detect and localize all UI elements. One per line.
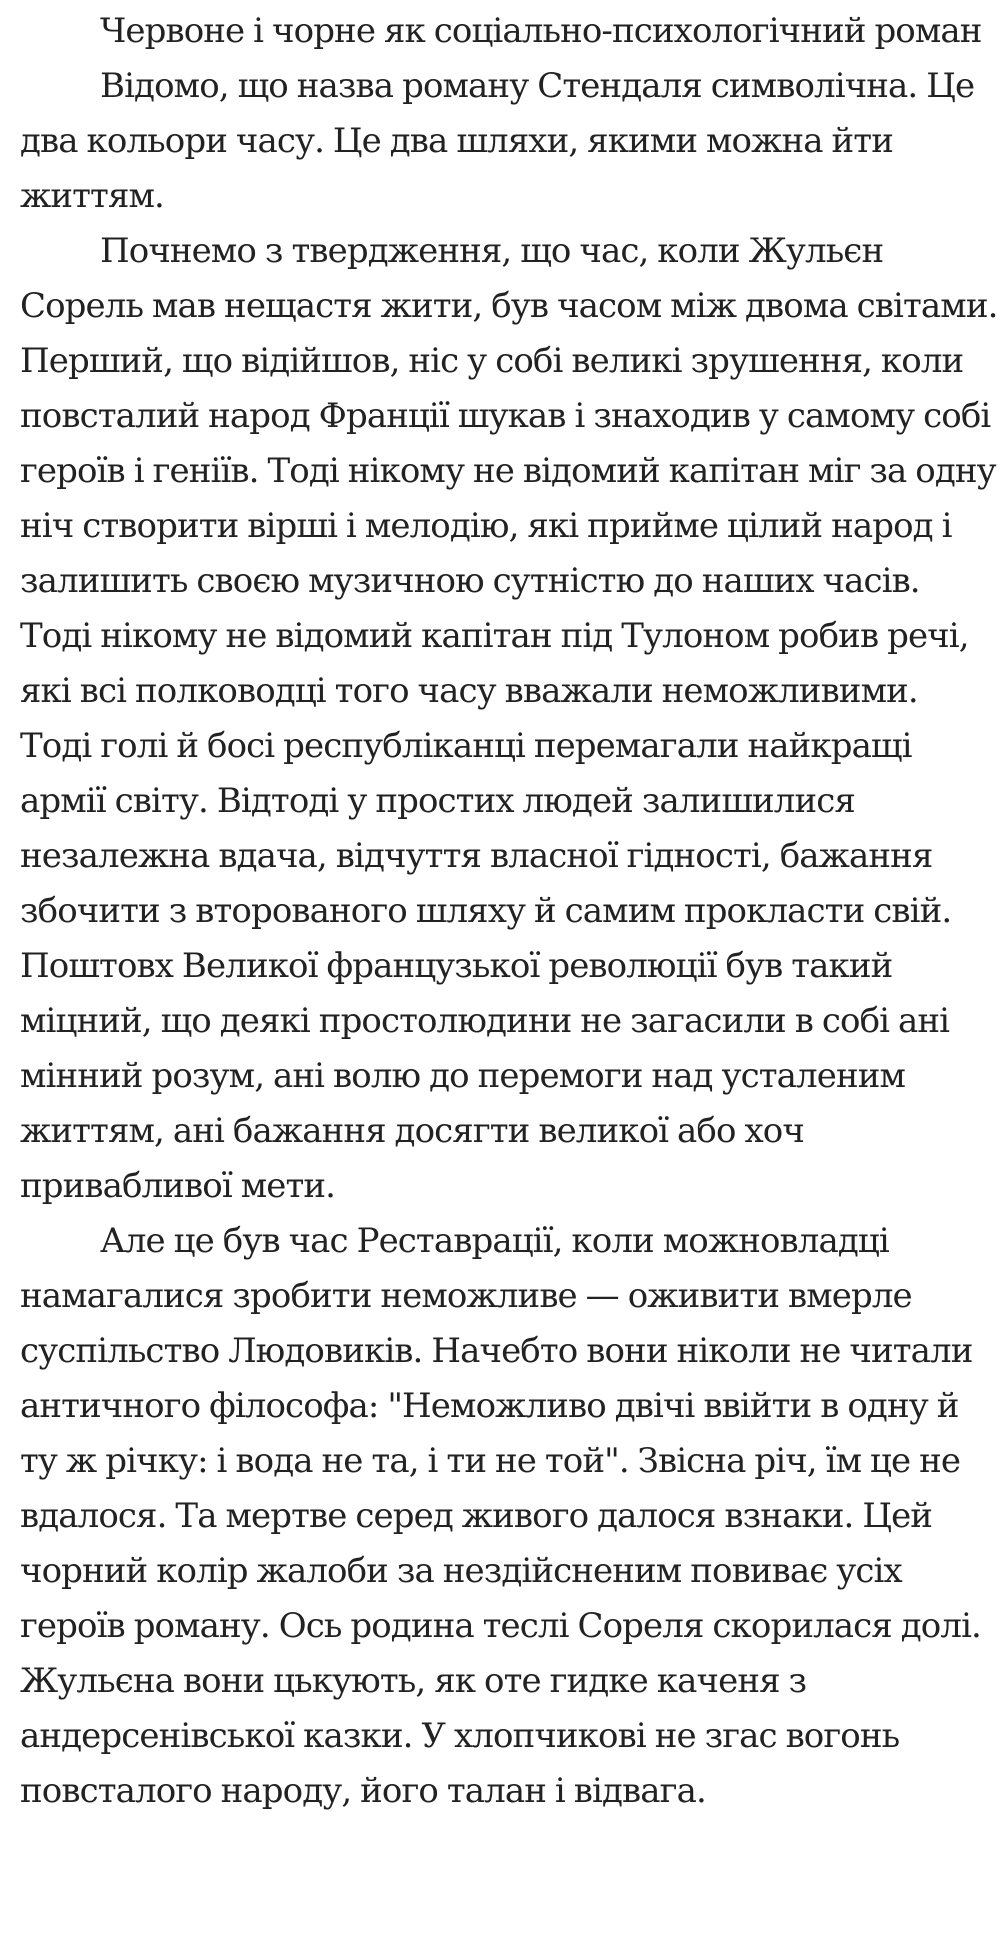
paragraph-1: Відомо, що назва роману Стендаля символічна. Це два кольори часу. Це два шляхи, якими можна йти життям. bbox=[20, 66, 975, 216]
document-title: Червоне і чорне як соціально-психологічний роман bbox=[100, 11, 982, 51]
paragraph-3: Але це був час Реставрації, коли можновладці намагалися зробити неможливе — оживити вмерле суспільство Людовиків. Начебто вони ніколи не читали античного філософа: "Неможливо двічі ввійти в одну й ту ж річку: і вода не та, і ти не той". Звісна річ, їм це не вдалося. Та мертве серед живого далося взнаки. Цей чорний колір жалоби за нездійсненим повиває усіх героїв роману. Ось родина теслі Сореля скорилася долі. Жульєна вони цькують, як оте гидке каченя з андерсенівської казки. У хлопчикові не згас вогонь повсталого народу, його талан і відвага. bbox=[20, 1221, 981, 1811]
paragraph-2: Почнемо з твердження, що час, коли Жульєн Сорель мав нещастя жити, був часом між двома світами. Перший, що відійшов, ніс у собі великі зрушення, коли повсталий народ Франції шукав і знаходив у самому собі героїв і геніїв. Тоді нікому не відомий капітан міг за одну ніч створити вірші і мелодію, які прийме цілий народ і залишить своєю музичною сутністю до наших часів. Тоді нікому не відомий капітан під Тулоном робив речі, які всі полководці того часу вважали неможливими. Тоді голі й босі республіканці перемагали найкращі армії світу. Відтоді у простих людей залишилися незалежна вдача, відчуття власної гідності, бажання збочити з второваного шляху й самим прокласти свій. Поштовх Великої французької революції був такий міцний, що деякі простолюдини не загасили в собі ані мінний розум, ані волю до перемоги над усталеним життям, ані бажання досягти великої або хоч привабливої мети. bbox=[20, 231, 998, 1206]
